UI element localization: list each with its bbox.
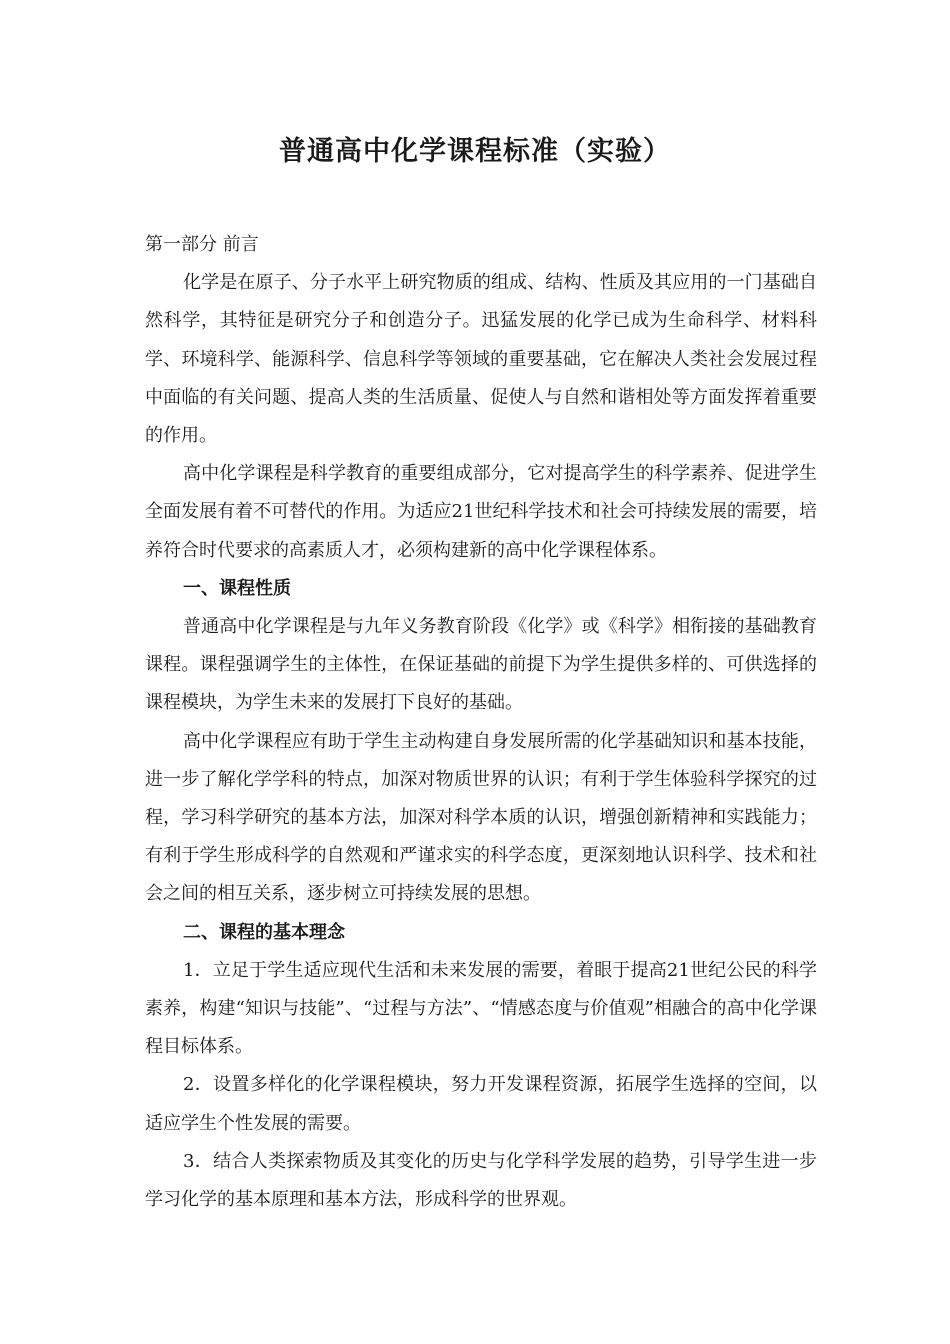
section-heading-nature: 一、课程性质	[183, 577, 291, 599]
paragraph: 高中化学课程应有助于学生主动构建自身发展所需的化学基础知识和基本技能，进一步了解化学学科的特点，加深对物质世界的认识；有利于学生体验科学探究的过程，学习科学研究的基本方法，加深对科学本质的认识，增强创新精神和实践能力；有利于学生形成科学的自然观和严谨求实的科学态度，更深刻地认识科学、技术和社会之间的相互关系，逐步树立可持续发展的思想。	[145, 730, 817, 905]
page-title: 普通高中化学课程标准（实验）	[279, 136, 671, 167]
list-item: 1．立足于学生适应现代生活和未来发展的需要，着眼于提高21世纪公民的科学素养，构建“知识与技能”、“过程与方法”、“情感态度与价值观”相融合的高中化学课程目标体系。	[145, 959, 817, 1058]
document-body	[145, 226, 817, 1219]
section-heading-concepts: 二、课程的基本理念	[183, 921, 345, 943]
paragraph: 高中化学课程是科学教育的重要组成部分，它对提高学生的科学素养、促进学生全面发展有着不可替代的作用。为适应21世纪科学技术和社会可持续发展的需要，培养符合时代要求的高素质人才，必须构建新的高中化学课程体系。	[145, 463, 817, 561]
part-label: 第一部分 前言	[145, 234, 259, 255]
list-item: 3．结合人类探索物质及其变化的历史与化学科学发展的趋势，引导学生进一步学习化学的基本原理和基本方法，形成科学的世界观。	[145, 1150, 817, 1211]
paragraph: 普通高中化学课程是与九年义务教育阶段《化学》或《科学》相衔接的基础教育课程。课程强调学生的主体性，在保证基础的前提下为学生提供多样的、可供选择的课程模块，为学生未来的发展打下良好的基础。	[145, 616, 817, 714]
list-item: 2．设置多样化的化学课程模块，努力开发课程资源，拓展学生选择的空间，以适应学生个性发展的需要。	[145, 1074, 817, 1134]
paragraph: 化学是在原子、分子水平上研究物质的组成、结构、性质及其应用的一门基础自然科学，其特征是研究分子和创造分子。迅猛发展的化学已成为生命科学、材料科学、环境科学、能源科学、信息科学等领域的重要基础，它在解决人类社会发展过程中面临的有关问题、提高人类的生活质量、促使人与自然和谐相处等方面发挥着重要的作用。	[145, 272, 817, 447]
